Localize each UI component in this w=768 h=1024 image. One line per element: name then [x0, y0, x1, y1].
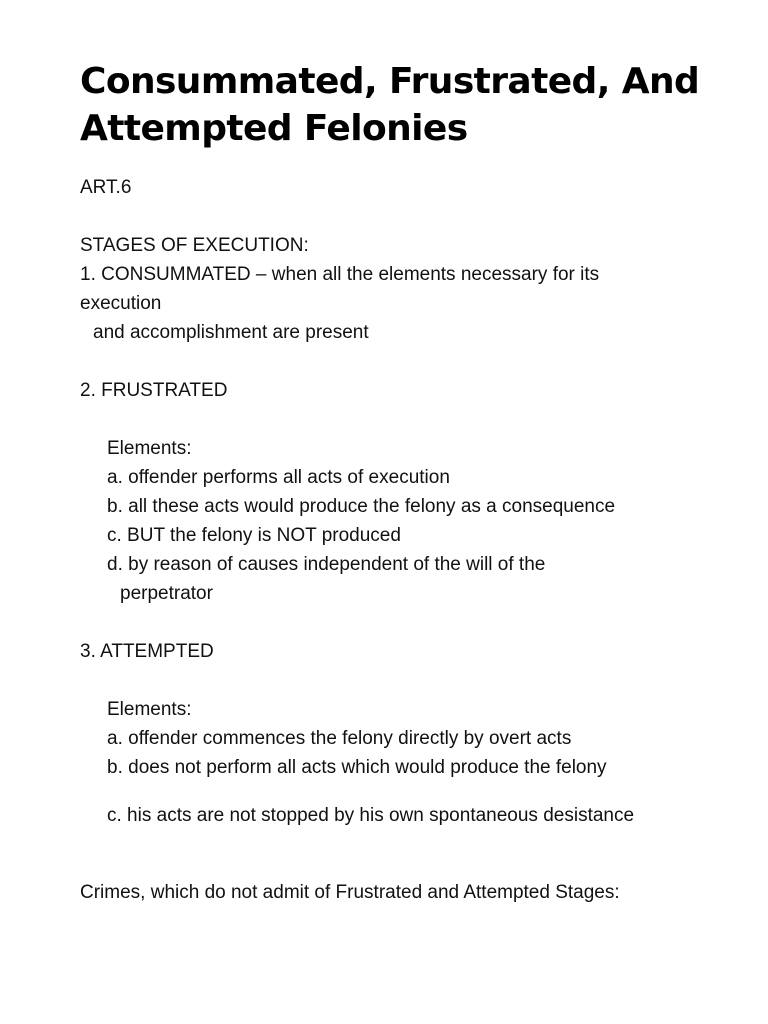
- consummated-line-1: 1. CONSUMMATED – when all the elements necessary for its: [80, 264, 600, 285]
- stages-heading: STAGES OF EXECUTION:: [80, 235, 309, 256]
- attempted-elements-label: Elements:: [107, 699, 192, 720]
- document-title: [80, 58, 720, 152]
- attempted-element-b: b. does not perform all acts which would produce the felony: [107, 757, 607, 778]
- frustrated-element-c: c. BUT the felony is NOT produced: [107, 525, 401, 546]
- attempted-element-a: a. offender commences the felony directly by overt acts: [107, 728, 572, 749]
- article-number: ART.6: [80, 177, 132, 198]
- frustrated-element-b: b. all these acts would produce the felony as a consequence: [107, 496, 616, 517]
- frustrated-elements-label: Elements:: [107, 438, 192, 459]
- title-line-2: Attempted Felonies: [80, 108, 468, 149]
- attempted-heading: 3. ATTEMPTED: [80, 641, 214, 662]
- frustrated-heading: 2. FRUSTRATED: [80, 380, 228, 401]
- title-line-1: Consummated, Frustrated, And: [80, 61, 700, 102]
- frustrated-element-d-continuation: perpetrator: [120, 583, 213, 604]
- consummated-line-3: and accomplishment are present: [93, 322, 369, 343]
- consummated-line-2: execution: [80, 293, 162, 314]
- frustrated-element-d: d. by reason of causes independent of the will of the: [107, 554, 546, 575]
- frustrated-element-a: a. offender performs all acts of execution: [107, 467, 450, 488]
- crimes-note: Crimes, which do not admit of Frustrated and Attempted Stages:: [80, 882, 620, 903]
- attempted-element-c: c. his acts are not stopped by his own spontaneous desistance: [107, 805, 635, 826]
